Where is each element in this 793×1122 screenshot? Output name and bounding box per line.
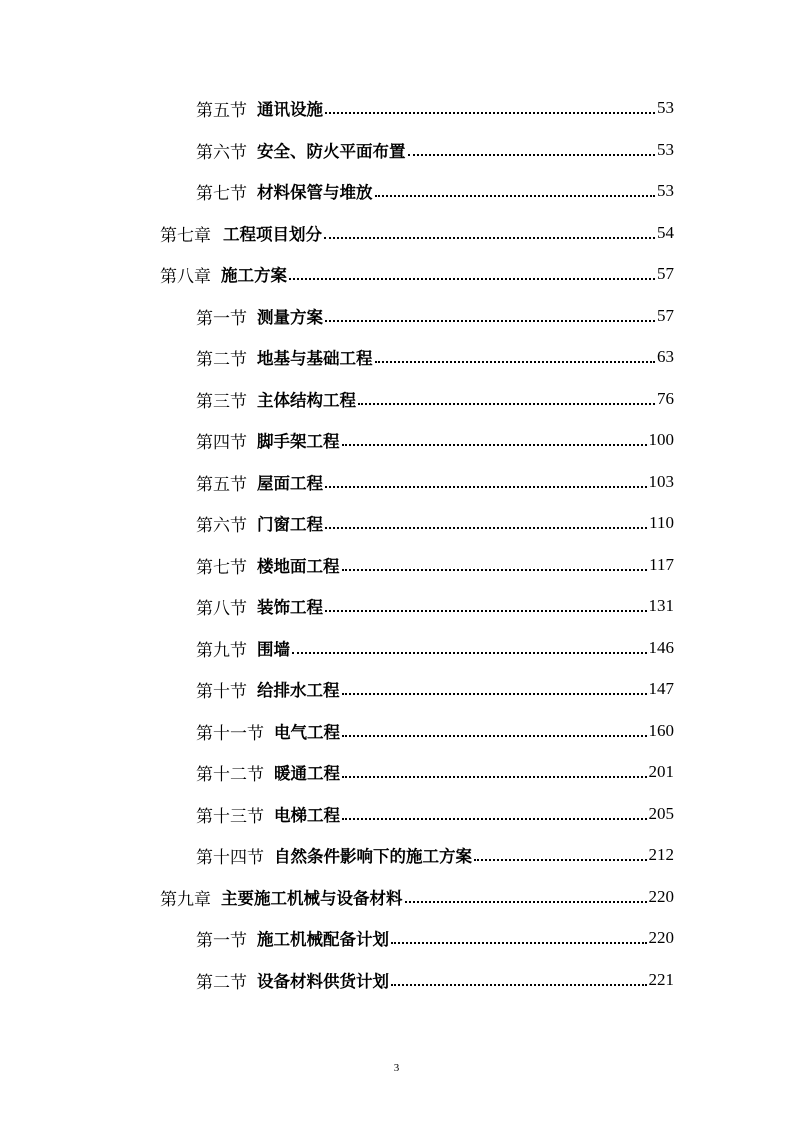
toc-entry[interactable] — [196, 754, 674, 790]
toc-entry-page: 212 — [648, 845, 674, 864]
toc-entry-number: 第六节 — [196, 515, 247, 536]
toc-entry-number: 第八章 — [160, 266, 211, 287]
toc-entry-title: 自然条件影响下的施工方案 — [274, 847, 472, 866]
toc-entry-page: 57 — [657, 306, 674, 325]
dot-leader — [342, 816, 647, 820]
dot-leader — [474, 857, 647, 861]
toc-entry[interactable] — [160, 215, 674, 251]
page-number: 3 — [393, 1062, 400, 1074]
dot-leader — [324, 235, 655, 239]
toc-entry-number: 第四节 — [196, 432, 247, 453]
toc-entry[interactable] — [196, 796, 674, 832]
toc-entry-number: 第二节 — [196, 349, 247, 370]
toc-entry-page: 205 — [648, 804, 674, 823]
toc-entry[interactable] — [160, 879, 674, 915]
toc-entry-number: 第七节 — [196, 183, 247, 204]
toc-entry-number: 第十一节 — [196, 723, 264, 744]
toc-entry[interactable] — [196, 837, 674, 873]
toc-entry-title: 安全、防火平面布置 — [257, 142, 406, 161]
toc-entry-number: 第九节 — [196, 640, 247, 661]
toc-entry[interactable] — [196, 671, 674, 707]
toc-entry-page: 63 — [657, 347, 674, 366]
dot-leader — [292, 650, 647, 654]
toc-entry[interactable] — [196, 547, 674, 583]
dot-leader — [342, 733, 647, 737]
toc-entry-number: 第一节 — [196, 308, 247, 329]
toc-entry-page: 53 — [657, 181, 674, 200]
toc-entry-page: 54 — [657, 223, 674, 242]
toc-entry[interactable] — [160, 256, 674, 292]
toc-entry-title: 给排水工程 — [257, 681, 340, 700]
toc-entry[interactable] — [196, 339, 674, 375]
dot-leader — [375, 359, 656, 363]
toc-entry-number: 第十四节 — [196, 847, 264, 868]
toc-entry-title: 材料保管与堆放 — [257, 183, 373, 202]
toc-entry-page: 221 — [648, 970, 674, 989]
toc-entry-number: 第十二节 — [196, 764, 264, 785]
toc-entry-number: 第十三节 — [196, 806, 264, 827]
toc-entry-page: 220 — [648, 928, 674, 947]
toc-entry[interactable] — [196, 920, 674, 956]
dot-leader — [408, 152, 656, 156]
dot-leader — [325, 484, 647, 488]
toc-entry-title: 地基与基础工程 — [257, 349, 373, 368]
toc-entry-number: 第三节 — [196, 391, 247, 412]
toc-entry[interactable] — [196, 90, 674, 126]
toc-entry-title: 脚手架工程 — [257, 432, 340, 451]
toc-entry-page: 76 — [657, 389, 674, 408]
toc-entry[interactable] — [196, 962, 674, 998]
toc-entry-page: 117 — [649, 555, 674, 574]
toc-entry[interactable] — [196, 132, 674, 168]
toc-entry-title: 施工方案 — [221, 266, 287, 285]
toc-entry-title: 设备材料供货计划 — [257, 972, 389, 991]
toc-entry-page: 147 — [648, 679, 674, 698]
toc-entry-page: 100 — [648, 430, 674, 449]
dot-leader — [391, 940, 647, 944]
toc-entry[interactable] — [196, 588, 674, 624]
toc-entry-title: 电气工程 — [274, 723, 340, 742]
toc-entry-title: 门窗工程 — [257, 515, 323, 534]
toc-entry-page: 146 — [648, 638, 674, 657]
toc-entry-title: 暖通工程 — [274, 764, 340, 783]
toc-entry-page: 110 — [649, 513, 674, 532]
toc-entry[interactable] — [196, 630, 674, 666]
dot-leader — [391, 982, 647, 986]
toc-entry-page: 201 — [648, 762, 674, 781]
toc-entry[interactable] — [196, 381, 674, 417]
toc-entry-title: 测量方案 — [257, 308, 323, 327]
toc-entry-number: 第九章 — [160, 889, 211, 910]
dot-leader — [325, 318, 655, 322]
toc-entry-page: 53 — [657, 98, 674, 117]
toc-entry-number: 第五节 — [196, 474, 247, 495]
toc-entry-number: 第一节 — [196, 930, 247, 951]
dot-leader — [325, 525, 647, 529]
toc-entry-title: 屋面工程 — [257, 474, 323, 493]
toc-entry-page: 160 — [648, 721, 674, 740]
toc-entry-title: 通讯设施 — [257, 100, 323, 119]
dot-leader — [342, 691, 647, 695]
toc-entry-number: 第二节 — [196, 972, 247, 993]
dot-leader — [325, 110, 655, 114]
toc-entry[interactable] — [196, 298, 674, 334]
dot-leader — [358, 401, 655, 405]
toc-entry-page: 57 — [657, 264, 674, 283]
dot-leader — [405, 899, 647, 903]
toc-entry[interactable] — [196, 464, 674, 500]
toc-entry-title: 装饰工程 — [257, 598, 323, 617]
toc-entry-number: 第十节 — [196, 681, 247, 702]
toc-entry-number: 第七章 — [160, 225, 211, 246]
toc-entry-page: 53 — [657, 140, 674, 159]
toc-entry[interactable] — [196, 173, 674, 209]
toc-entry-title: 工程项目划分 — [223, 225, 322, 244]
toc-entry-title: 主要施工机械与设备材料 — [221, 889, 403, 908]
toc-entry-page: 131 — [648, 596, 674, 615]
toc-entry-number: 第六节 — [196, 142, 247, 163]
toc-entry[interactable] — [196, 713, 674, 749]
toc-entry[interactable] — [196, 505, 674, 541]
dot-leader — [342, 774, 647, 778]
toc-entry-page: 220 — [648, 887, 674, 906]
dot-leader — [289, 276, 655, 280]
dot-leader — [342, 567, 648, 571]
toc-entry-page: 103 — [648, 472, 674, 491]
toc-entry-number: 第七节 — [196, 557, 247, 578]
dot-leader — [342, 442, 647, 446]
toc-entry-title: 施工机械配备计划 — [257, 930, 389, 949]
toc-entry-title: 电梯工程 — [274, 806, 340, 825]
dot-leader — [375, 193, 656, 197]
toc-entry-title: 楼地面工程 — [257, 557, 340, 576]
toc-entry-title: 围墙 — [257, 640, 290, 659]
toc-entry-number: 第五节 — [196, 100, 247, 121]
toc-entry[interactable] — [196, 422, 674, 458]
dot-leader — [325, 608, 647, 612]
toc-entry-number: 第八节 — [196, 598, 247, 619]
toc-entry-title: 主体结构工程 — [257, 391, 356, 410]
